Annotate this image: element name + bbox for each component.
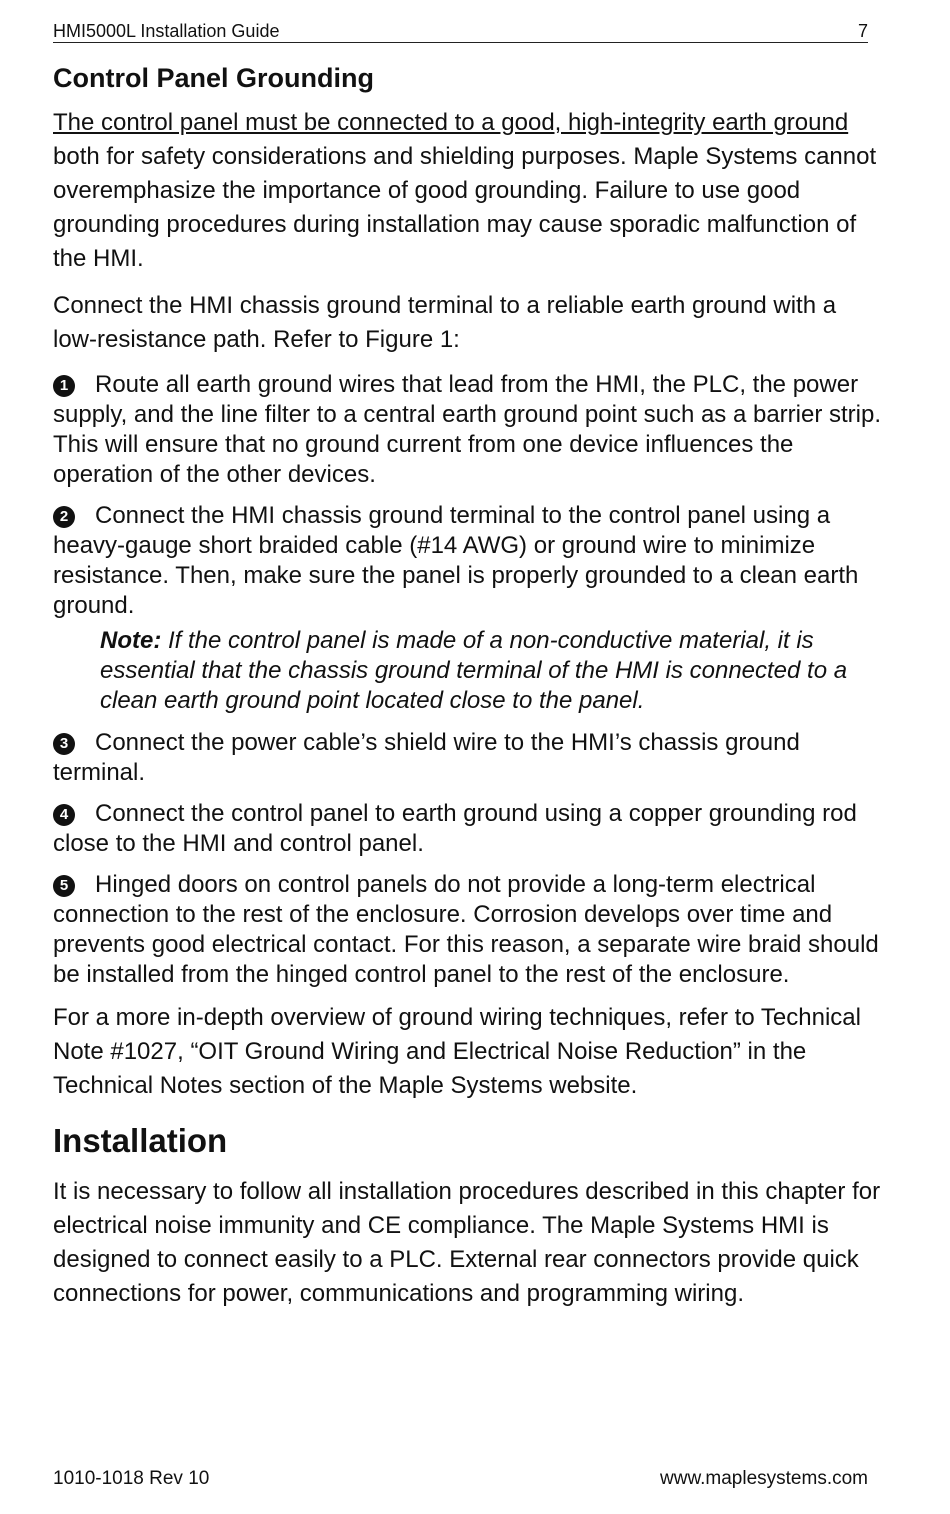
section-heading-grounding: Control Panel Grounding [53,63,374,93]
step-3 [53,728,883,788]
section-heading-installation: Installation [53,1122,228,1159]
note-text: If the control panel is made of a non-conductive material, it is essential that the chassis ground terminal of the HMI is connected to a clean earth ground point located close to the panel. [100,627,848,714]
page-content [53,60,883,1324]
step-1 [53,370,883,490]
step-number-badge: 4 [53,804,75,826]
step-number-badge: 5 [53,875,75,897]
website-url: www.maplesystems.com [660,1468,868,1489]
installation-paragraph-1: It is necessary to follow all installation procedures described in this chapter for electrical noise immunity and CE compliance. The Maple Systems HMI is designed to connect easily to a PLC. External rear connectors provide quick connections for power, communications and programming wiring. [53,1178,881,1307]
grounding-paragraph-3: For a more in-depth overview of ground wiring techniques, refer to Technical Note #1027, “OIT Ground Wiring and Electrical Noise Reduction” in the Technical Notes section of the Maple Systems website. [53,1004,861,1099]
note-label: Note: [100,627,162,654]
doc-number: 1010-1018 Rev 10 [53,1468,210,1489]
paragraph-text: both for safety considerations and shielding purposes. Maple Systems cannot overemphasize the importance of good grounding. Failure to use good grounding procedures during installation may cause sporadic malfunction of the HMI. [53,143,877,272]
step-number-badge: 1 [53,375,75,397]
note [100,626,883,716]
step-text: Hinged doors on control panels do not provide a long-term electrical connection to the rest of the enclosure. Corrosion develops over time and prevents good electrical contact. For this reason, a separate wire braid should be installed from the hinged control panel to the rest of the enclosure. [53,871,879,988]
step-5 [53,870,883,990]
page-header [53,20,868,43]
header-title: HMI5000L Installation Guide [53,21,280,41]
step-number-badge: 3 [53,733,75,755]
grounding-paragraph-1 [53,106,883,276]
step-number-badge: 2 [53,506,75,528]
step-text: Route all earth ground wires that lead from the HMI, the PLC, the power supply, and the line filter to a central earth ground point such as a barrier strip. This will ensure that no ground current from one device influences the operation of the other devices. [53,371,882,488]
grounding-paragraph-2: Connect the HMI chassis ground terminal to a reliable earth ground with a low-resistance path. Refer to Figure 1: [53,292,837,353]
step-text: Connect the HMI chassis ground terminal to the control panel using a heavy-gauge short braided cable (#14 AWG) or ground wire to minimize resistance. Then, make sure the panel is properly grounded to a clean earth ground. [53,502,859,619]
step-2 [53,501,883,621]
step-text: Connect the power cable’s shield wire to the HMI’s chassis ground terminal. [53,729,800,786]
underlined-text: The control panel must be connected to a good, high-integrity earth ground [53,109,849,136]
page-number: 7 [857,21,868,41]
step-text: Connect the control panel to earth ground using a copper grounding rod close to the HMI and control panel. [53,800,857,857]
step-4 [53,799,883,859]
